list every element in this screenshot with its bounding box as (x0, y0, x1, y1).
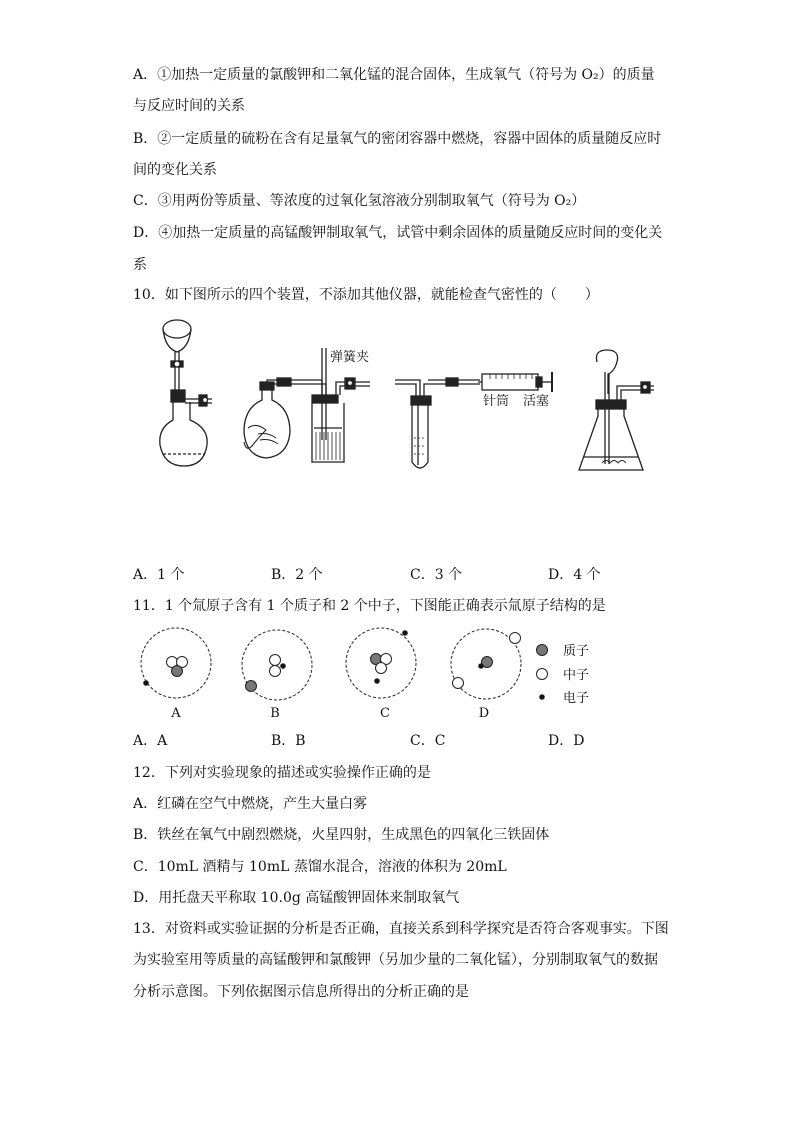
label-clip: 弹簧夹 (330, 350, 370, 365)
q10-option-b: B．2 个 (271, 567, 323, 583)
q9-option-d-line2: 系 (133, 257, 147, 273)
label-syringe: 针筒 (483, 394, 510, 409)
atom-label-b: B (270, 706, 280, 721)
apparatus-flask-funnel (160, 320, 212, 466)
q11-option-a: A．A (133, 733, 168, 749)
q12-stem: 12．下列对实验现象的描述或实验操作正确的是 (133, 765, 431, 781)
q12-option-c: C．10mL 酒精与 10mL 蒸馏水混合，溶液的体积为 20mL (133, 859, 507, 875)
q12-option-a: A．红磷在空气中燃烧，产生大量白雾 (133, 796, 368, 812)
q11-option-c: C．C (410, 733, 446, 749)
q11-stem: 11．1 个氚原子含有 1 个质子和 2 个中子，下图能正确表示氚原子结构的是 (133, 598, 606, 614)
q9-option-b-line1: B．②一定质量的硫粉在含有足量氧气的密闭容器中燃烧，容器中固体的质量随反应时 (133, 131, 662, 147)
atom-model-a (141, 628, 211, 698)
q10-stem: 10．如下图所示的四个装置，不添加其他仪器，就能检查气密性的（ ） (133, 287, 599, 303)
q11-option-d: D．D (548, 733, 585, 749)
q9-option-a-line2: 与反应时间的关系 (133, 98, 245, 114)
q12-option-b: B．铁丝在氧气中剧烈燃烧，火星四射，生成黑色的四氧化三铁固体 (133, 827, 550, 843)
q9-option-b-line2: 间的变化关系 (133, 162, 217, 178)
legend-electron: 电子 (563, 691, 590, 706)
q9-option-a-line1: A．①加热一定质量的氯酸钾和二氧化锰的混合固体，生成氧气（符号为 O₂）的质量 (133, 67, 655, 83)
apparatus-hand-flask-bottle (244, 348, 370, 462)
q13-line1: 13．对资料或实验证据的分析是否正确，直接关系到科学探究是否符合客观事实。下图 (133, 921, 669, 937)
apparatus-conical-flask (579, 350, 654, 470)
q13-line2: 为实验室用等质量的高锰酸钾和氯酸钾（另加少量的二氧化锰），分别制取氧气的数据 (133, 952, 658, 968)
q10-option-a: A．1 个 (133, 567, 185, 583)
atom-model-b (242, 630, 312, 700)
q13-line3: 分析示意图。下列依据图示信息所得出的分析正确的是 (133, 984, 469, 1000)
atom-model-c (346, 628, 416, 698)
legend-neutron-marker (537, 669, 548, 680)
atom-label-d: D (478, 706, 490, 721)
label-piston: 活塞 (523, 394, 550, 409)
q9-option-c-line1: C．③用两份等质量、等浓度的过氧化氢溶液分别制取氧气（符号为 O₂） (133, 193, 586, 209)
legend-neutron: 中子 (563, 668, 590, 683)
legend-proton-marker (537, 645, 548, 656)
atom-model-d (451, 629, 521, 699)
legend-proton: 质子 (563, 644, 590, 659)
q11-option-b: B．B (271, 733, 306, 749)
atom-label-a: A (171, 706, 181, 721)
q10-option-c: C．3 个 (410, 567, 463, 583)
q10-option-d: D．4 个 (548, 567, 601, 583)
q9-option-d-line1: D．④加热一定质量的高锰酸钾制取氧气，试管中剩余固体的质量随反应时间的变化关 (133, 225, 663, 241)
atom-label-c: C (380, 706, 390, 721)
q12-option-d: D．用托盘天平称取 10.0g 高锰酸钾固体来制取氧气 (133, 890, 460, 906)
apparatus-tube-syringe (395, 372, 552, 468)
legend-electron-marker (540, 695, 545, 700)
